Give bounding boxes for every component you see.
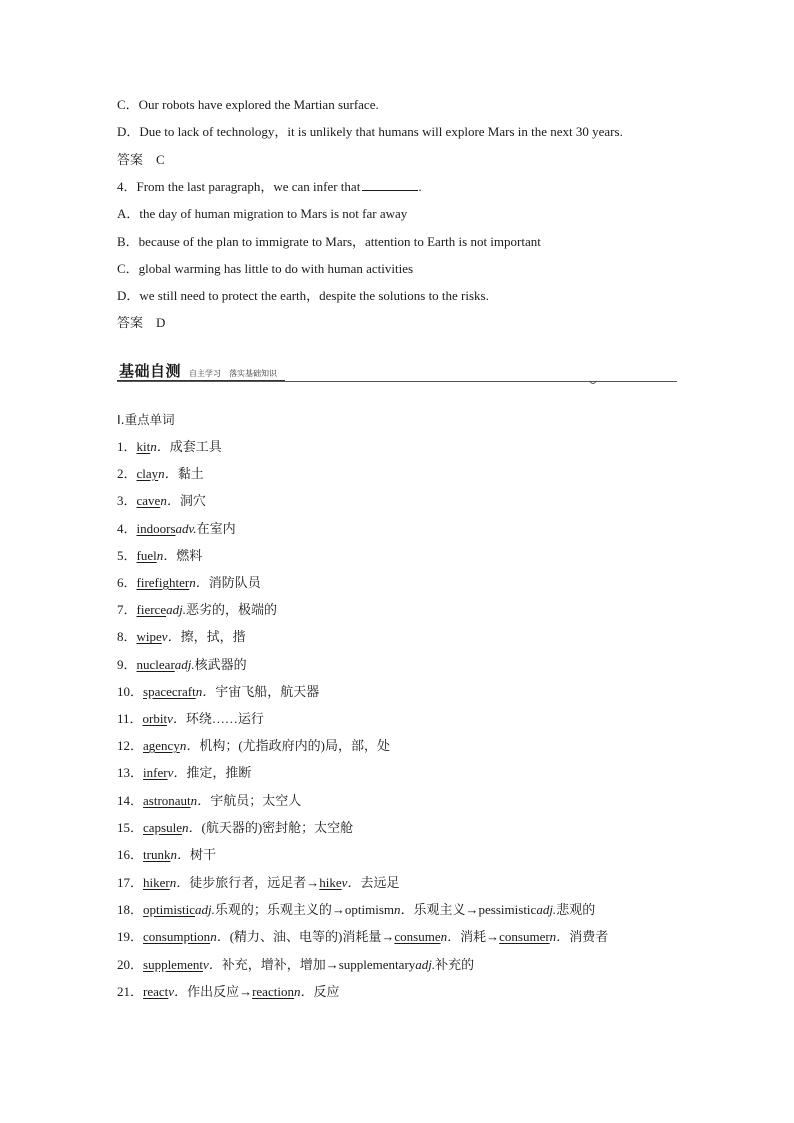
vocab-word: astronaut: [143, 792, 191, 808]
vocab-meaning: 树干: [189, 847, 216, 862]
part-of-speech: adj.: [166, 602, 186, 618]
question-4-end: .: [418, 179, 422, 194]
part-of-speech: v．: [341, 875, 361, 890]
vocab-item: [117, 439, 222, 455]
vocab-word: nuclear: [136, 656, 175, 672]
item-number: 15．: [117, 819, 144, 835]
vocab-item: [117, 657, 247, 673]
item-number: 19．: [117, 929, 144, 944]
part-of-speech: n．: [182, 819, 202, 835]
vocab-word: spacecraft: [143, 683, 196, 699]
vocab-meaning: 乐观主义→pessimistic: [413, 902, 537, 917]
vocab-word: indoors: [136, 520, 176, 536]
option-d-q3: D．Due to lack of technology，it is unlikely that humans will explore Mars in the next 30 years.: [117, 124, 623, 139]
part-of-speech: n．: [158, 466, 178, 482]
part-of-speech: adv.: [175, 520, 197, 536]
section-title: 基础自测: [119, 362, 182, 380]
vocab-word: wipe: [136, 629, 162, 645]
part-of-speech: n．: [156, 547, 177, 563]
vocab-word: fierce: [136, 602, 167, 618]
item-number: 5．: [117, 547, 137, 563]
item-number: 3．: [117, 493, 137, 509]
vocab-word: optimistic: [143, 902, 196, 917]
part-of-speech: n．: [195, 683, 216, 699]
vocab-meaning: 在室内: [196, 520, 236, 536]
item-number: 18．: [117, 902, 144, 917]
vocab-meaning: 消费者: [569, 929, 609, 944]
part-of-speech: adj.: [415, 957, 436, 972]
vocab-meaning: 补充，增补，增加→supplementary: [221, 957, 416, 972]
item-number: 9．: [117, 656, 137, 672]
part-of-speech: n．: [169, 875, 190, 890]
vocab-item: [117, 602, 277, 618]
vocab-item-17: [117, 875, 399, 891]
vocab-meaning: (精力、油、电等的)消耗量→: [229, 929, 395, 944]
vocab-meaning: 擦，拭，揩: [180, 629, 246, 645]
option-c-q4: C．global warming has little to do with human activities: [117, 261, 414, 276]
item-number: 14．: [117, 792, 144, 808]
vocab-meaning: 黏土: [177, 466, 204, 482]
vocab-word: consume: [394, 929, 441, 944]
part-of-speech: v．: [167, 765, 187, 781]
answer-q4: 答案 D: [117, 315, 166, 330]
part-of-speech: n．: [190, 792, 211, 808]
vocab-meaning: 作出反应→: [187, 984, 253, 999]
vocab-item: [117, 521, 236, 537]
vocab-item: [117, 493, 206, 509]
vocab-item: [117, 793, 301, 809]
item-number: 1．: [117, 439, 137, 454]
vocab-item: [117, 847, 216, 863]
vocab-word: consumer: [499, 929, 550, 944]
part-of-speech: v．: [167, 711, 186, 726]
vocab-item: [117, 575, 261, 591]
item-number: 16．: [117, 847, 144, 862]
vocab-meaning: 徒步旅行者，远足者→: [189, 875, 320, 890]
vocab-meaning: 核武器的: [194, 656, 247, 672]
vocab-item: [117, 548, 202, 564]
vocab-item: [117, 820, 353, 836]
option-a-q4: A．the day of human migration to Mars is not far away: [117, 206, 408, 221]
item-number: 17．: [117, 875, 144, 890]
vocab-item-21: [117, 984, 339, 1000]
vocab-meaning: 洞穴: [179, 493, 206, 509]
option-c-q3: C．Our robots have explored the Martian surface.: [117, 97, 379, 112]
part-of-speech: n．: [394, 902, 414, 917]
part-of-speech: n．: [440, 929, 461, 944]
part-of-speech: v．: [202, 957, 222, 972]
vocab-word: supplement: [143, 957, 203, 972]
vocab-item-18: [117, 902, 595, 918]
vocab-meaning: 恶劣的，极端的: [185, 602, 277, 618]
part-of-speech: v．: [161, 629, 181, 645]
part-of-speech: v．: [168, 984, 188, 999]
question-4-text: 4．From the last paragraph，we can infer that: [117, 179, 361, 194]
vocab-word: reaction: [252, 984, 294, 999]
vocab-meaning: 去远足: [360, 875, 400, 890]
option-b-q4: B．because of the plan to immigrate to Mars，attention to Earth is not important: [117, 234, 541, 249]
vocab-word: fuel: [136, 547, 157, 563]
vocab-word: react: [143, 984, 169, 999]
vocab-word: trunk: [143, 847, 171, 862]
item-number: 4．: [117, 520, 137, 536]
chevron-mark-icon: [589, 376, 597, 384]
option-d-q4: D．we still need to protect the earth，despite the solutions to the risks.: [117, 288, 489, 303]
vocab-item-20: [117, 957, 474, 973]
part-of-speech: adj.: [536, 902, 557, 917]
part-of-speech: n．: [293, 984, 314, 999]
vocab-word: agency: [143, 738, 180, 754]
item-number: 7．: [117, 602, 137, 618]
part-of-speech: adj.: [174, 656, 195, 672]
section-header: [117, 360, 677, 386]
item-number: 20．: [117, 957, 144, 972]
vocab-meaning: 宇宙飞船，航天器: [215, 683, 320, 699]
vocab-meaning: 宇航员；太空人: [210, 792, 302, 808]
vocab-meaning: (航天器的)密封舱；太空舱: [201, 819, 354, 835]
vocab-item: [117, 629, 246, 645]
vocab-heading: Ⅰ.重点单词: [117, 412, 175, 427]
part-of-speech: n．: [150, 439, 170, 454]
vocab-word: infer: [143, 765, 168, 781]
vocab-item: [117, 765, 251, 781]
vocab-meaning: 机构；(尤指政府内的)局，部，处: [199, 738, 391, 754]
vocab-word: kit: [136, 439, 151, 454]
item-number: 13．: [117, 765, 144, 781]
answer-q3: 答案 C: [117, 152, 165, 167]
vocab-word: clay: [136, 466, 159, 482]
vocab-word: hike: [319, 875, 342, 890]
item-number: 21．: [117, 984, 144, 999]
part-of-speech: n．: [170, 847, 190, 862]
question-4-stem: [117, 179, 422, 195]
vocab-word: cave: [136, 493, 161, 509]
answer-blank: [362, 179, 418, 191]
vocab-item-19: [117, 929, 608, 945]
part-of-speech: n．: [549, 929, 570, 944]
vocab-word: capsule: [143, 819, 182, 835]
part-of-speech: n．: [179, 738, 200, 754]
item-number: 10．: [117, 683, 144, 699]
item-number: 8．: [117, 629, 137, 645]
vocab-word: hiker: [143, 875, 170, 890]
vocab-meaning: 燃料: [176, 547, 203, 563]
vocab-meaning: 推定，推断: [186, 765, 252, 781]
part-of-speech: n．: [160, 493, 180, 509]
vocab-item: [117, 711, 264, 727]
item-number: 11．: [117, 711, 143, 726]
vocab-meaning: 成套工具: [169, 439, 222, 454]
vocab-meaning: 环绕……运行: [185, 711, 264, 726]
vocab-word: firefighter: [136, 575, 190, 590]
vocab-item: [117, 466, 204, 482]
vocab-meaning: 悲观的: [556, 902, 596, 917]
vocab-meaning: 补充的: [435, 957, 475, 972]
vocab-meaning: 消防队员: [208, 575, 261, 590]
part-of-speech: n．: [210, 929, 230, 944]
vocab-word: orbit: [142, 711, 168, 726]
vocab-item: [117, 738, 390, 754]
part-of-speech: n．: [189, 575, 209, 590]
vocab-meaning: 消耗→: [460, 929, 500, 944]
vocab-meaning: 乐观的；乐观主义的→optimism: [214, 902, 395, 917]
section-subtitle: 自主学习 落实基础知识: [189, 369, 277, 378]
item-number: 12．: [117, 738, 144, 754]
item-number: 6．: [117, 575, 137, 590]
vocab-word: consumption: [143, 929, 211, 944]
vocab-item: [117, 684, 319, 700]
part-of-speech: adj.: [195, 902, 215, 917]
vocab-meaning: 反应: [313, 984, 340, 999]
item-number: 2．: [117, 466, 137, 482]
